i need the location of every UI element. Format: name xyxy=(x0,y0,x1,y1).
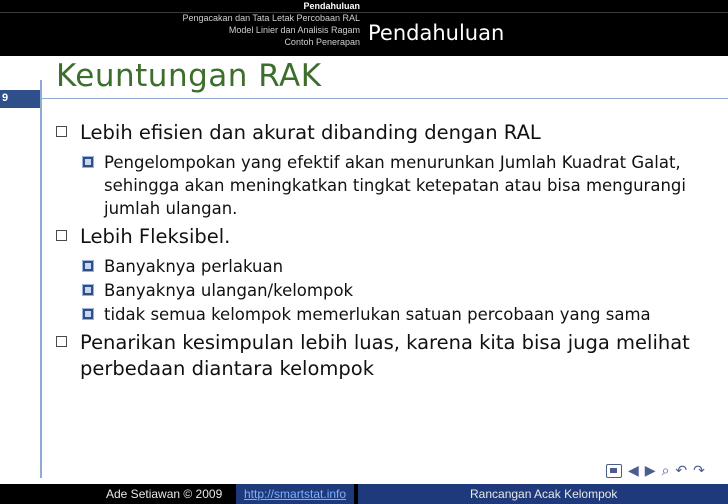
filled-square-bullet-icon xyxy=(82,156,94,168)
sub-bullet xyxy=(50,303,710,326)
current-section-title: Pendahuluan xyxy=(368,21,505,45)
sub-bullet-text: Banyaknya ulangan/kelompok xyxy=(104,281,354,300)
sub-bullet-text: Banyaknya perlakuan xyxy=(104,257,284,276)
sub-bullet-text: Pengelompokan yang efektif akan menurunkan Jumlah Kuadrat Galat, sehingga akan meningkatkan tingkat ketepatan atau bisa mengurangi jumlah ulangan. xyxy=(104,153,686,218)
filled-square-bullet-icon xyxy=(82,284,94,296)
bullet-kesimpulan xyxy=(50,330,710,382)
back-icon[interactable]: ↶ xyxy=(675,463,688,479)
bullet-text: Lebih Fleksibel. xyxy=(80,225,231,248)
bullet-efisien xyxy=(50,120,710,146)
sub-bullet xyxy=(50,279,710,302)
nav-section-model-linier[interactable]: Model Linier dan Analisis Ragam xyxy=(228,25,360,35)
nav-section-pengacakan[interactable]: Pengacakan dan Tata Letak Percobaan RAL xyxy=(182,13,360,23)
bullet-text: Lebih efisien dan akurat dibanding dengan RAL xyxy=(80,121,541,144)
footer-text-layer xyxy=(0,484,728,504)
section-navigation xyxy=(110,0,360,56)
footer-author: Ade Setiawan © 2009 xyxy=(106,487,223,501)
filled-square-bullet-icon xyxy=(82,260,94,272)
page-number: 9 xyxy=(2,92,9,104)
nav-section-contoh[interactable]: Contoh Penerapan xyxy=(284,37,360,47)
filled-square-bullet-icon xyxy=(82,308,94,320)
square-bullet-icon xyxy=(56,336,67,347)
square-bullet-icon xyxy=(56,126,67,137)
nav-section-pendahuluan[interactable]: Pendahuluan xyxy=(303,1,360,11)
slide-content xyxy=(50,120,710,387)
title-underline xyxy=(40,98,728,99)
prev-icon[interactable]: ◀ xyxy=(628,463,639,479)
sub-bullet-text: tidak semua kelompok memerlukan satuan percobaan yang sama xyxy=(104,305,651,324)
next-icon[interactable]: ▶ xyxy=(644,463,656,479)
square-bullet-icon xyxy=(56,230,67,241)
sub-bullet xyxy=(50,151,710,220)
forward-icon[interactable]: ↷ xyxy=(693,463,705,479)
search-icon[interactable]: ⌕ xyxy=(661,463,670,479)
footer-topic: Rancangan Acak Kelompok xyxy=(470,487,618,501)
bullet-fleksibel xyxy=(50,224,710,250)
bullet-text: Penarikan kesimpulan lebih luas, karena kita bisa juga melihat perbedaan diantara kelompok xyxy=(80,331,690,380)
slide-title: Keuntungan RAK xyxy=(56,58,322,94)
presentation-controls xyxy=(606,460,705,482)
footer-link[interactable]: http://smartstat.info xyxy=(244,487,347,501)
left-vertical-rule xyxy=(40,80,42,478)
home-icon[interactable] xyxy=(606,464,622,478)
sub-bullet xyxy=(50,255,710,278)
